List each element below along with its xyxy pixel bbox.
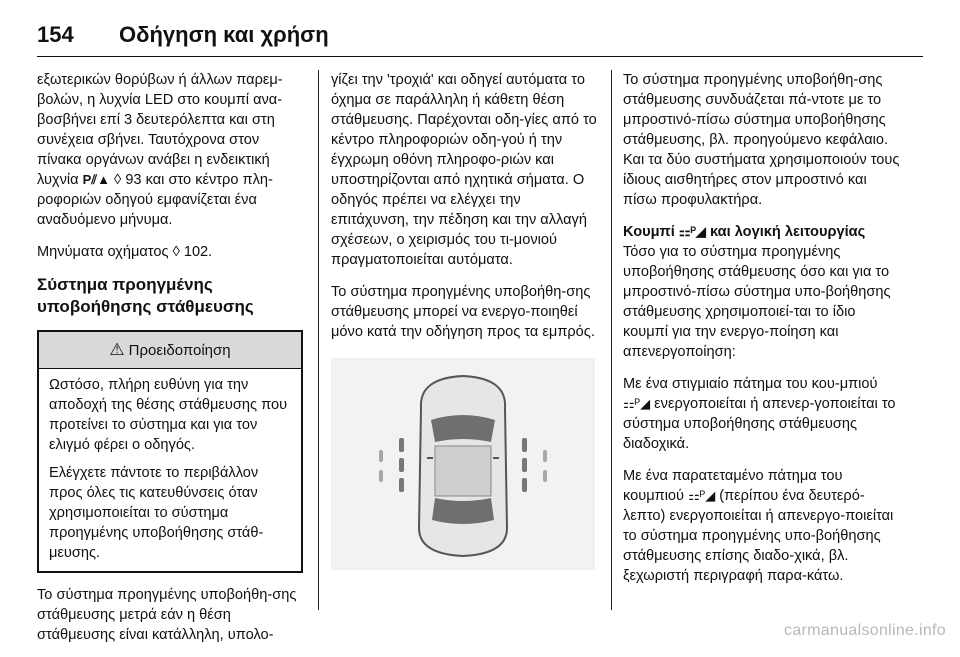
column-divider: [318, 70, 319, 610]
watermark: carmanualsonline.info: [784, 622, 946, 639]
warning-text: Ωστόσο, πλήρη ευθύνη για την αποδοχή της θέσης στάθμευσης που προτείνει το σύστημα και για τον ελιγμό φέρει ο οδηγός.: [49, 377, 288, 453]
paragraph: [37, 242, 303, 262]
warning-icon: ⚠: [109, 340, 125, 359]
paragraph: [37, 70, 303, 230]
car-topview: [419, 376, 507, 556]
warning-title: Προειδοποίηση: [128, 342, 231, 359]
paragraph-text: και στο κέντρο πλη-ροφοριών οδηγού εμφανίζεται ένα αναδυόμενο μήνυμα.: [37, 172, 273, 228]
column-1: [37, 70, 303, 657]
page-ref-link[interactable]: ◊ 93: [114, 172, 142, 188]
section-heading: Σύστημα προηγμένης υποβοήθησης στάθμευσης: [37, 275, 254, 316]
heading-text: Κουμπί: [623, 224, 679, 240]
lamp-icon: P⫽▲: [82, 172, 110, 187]
parking-assist-button-icon: ⚏ᴾ◢: [678, 224, 706, 239]
paragraph: γίζει την 'τροχιά' και οδηγεί αυτόματα το όχημα σε παράλληλη ή κάθετη θέση στάθμευσης. Παρέχονται οδη-γίες από το κέντρο πληροφοριών οδη-γού ή την έγχρωμη οθόνη πληροφο-ριών και υποστηρίζονται από ηχητικά σήματα. Ο οδηγός πρέπει να ελέγχει την επιτάχυνση, την πέδηση και την αλλαγή σχέσεων, ο χειρισμός του τι-μονιού πραγματοποιείται αυτόματα.: [331, 72, 597, 268]
paragraph: Το σύστημα προηγμένης υποβοήθη-σης στάθμευσης μπορεί να ενεργο-ποιηθεί μόνο κατά την οδήγηση προς τα εμπρός.: [331, 284, 595, 340]
column-divider: [611, 70, 612, 610]
page-title: Οδήγηση και χρήση: [119, 22, 329, 47]
column-2: [331, 70, 601, 570]
parking-sensor-illustration: [331, 358, 595, 570]
column-3: [623, 70, 903, 598]
paragraph: [623, 374, 903, 454]
paragraph: Τόσο για το σύστημα προηγμένης υποβοήθησης στάθμευσης όσο και για το μπροστινό-πίσω σύστημα υπο-βοήθησης στάθμευσης χρησιμοποιεί-ται το ίδιο κουμπί για την ενεργο-ποίηση και απενεργοποίηση:: [623, 244, 891, 360]
warning-header: [39, 332, 301, 369]
paragraph-text: εξωτερικών θορύβων ή άλλων παρεμ-βολών, η λυχνία LED στο κουμπί ανα-βοσβήνει επί 3 δευτερόλεπτα και στη συνέχεια σβήνει. Ταυτόχρονα στον πίνακα οργάνων ανάβει η ενδεικτική λυχνία: [37, 72, 283, 188]
paragraph-text: Με ένα στιγμιαίο πάτημα του κου-μπιού: [623, 376, 878, 392]
paragraph-text: Μηνύματα οχήματος: [37, 244, 173, 260]
warning-body: [39, 369, 301, 563]
page-ref-link[interactable]: ◊ 102.: [172, 244, 213, 260]
parking-assist-button-icon: ⚏ᴾ◢: [688, 488, 716, 503]
warning-box: [37, 330, 303, 573]
heading-text: και λογική λειτουργίας: [705, 224, 866, 240]
subsection-heading: [623, 222, 903, 242]
paragraph: Το σύστημα προηγμένης υποβοήθη-σης στάθμευσης συνδυάζεται πά-ντοτε με το μπροστινό-πίσω σύστημα υποβοήθησης στάθμευσης, βλ. προηγούμενο κεφάλαιο. Και τα δύο συστήματα χρησιμοποιούν τους ίδιους αισθητήρες στον μπροστινό και πίσω προφυλακτήρα.: [623, 72, 900, 208]
paragraph: Το σύστημα προηγμένης υποβοήθη-σης στάθμευσης μετρά εάν η θέση στάθμευσης είναι κατάλληλη, υπολο-: [37, 587, 297, 643]
page-header: [37, 22, 329, 48]
parking-assist-button-icon: ⚏ᴾ◢: [623, 396, 651, 411]
header-rule: [37, 56, 923, 57]
paragraph-text: (περίπου ένα δευτερό-λεπτο) ενεργοποιείται ή απενεργο-ποιείται το σύστημα προηγμένης υπο-βοήθησης στάθμευσης επίσης διαδο-χικά, βλ. ξεχωριστή περιγραφή παρα-κάτω.: [623, 488, 894, 584]
car-sensor-diagram: [331, 358, 595, 570]
paragraph-text: ενεργοποιείται ή απενερ-γοποιείται το σύστημα υποβοήθησης στάθμευσης διαδοχικά.: [623, 396, 896, 452]
page-number: 154: [37, 22, 74, 47]
paragraph: [623, 466, 903, 586]
paragraph-text: Με ένα παρατεταμένο πάτημα του κουμπιού: [623, 468, 843, 504]
warning-text: Ελέγχετε πάντοτε το περιβάλλον προς όλες τις κατευθύνσεις όταν χρησιμοποιείται το σύστημα προηγμένης υποβοήθησης στάθ-μευσης.: [49, 465, 264, 561]
